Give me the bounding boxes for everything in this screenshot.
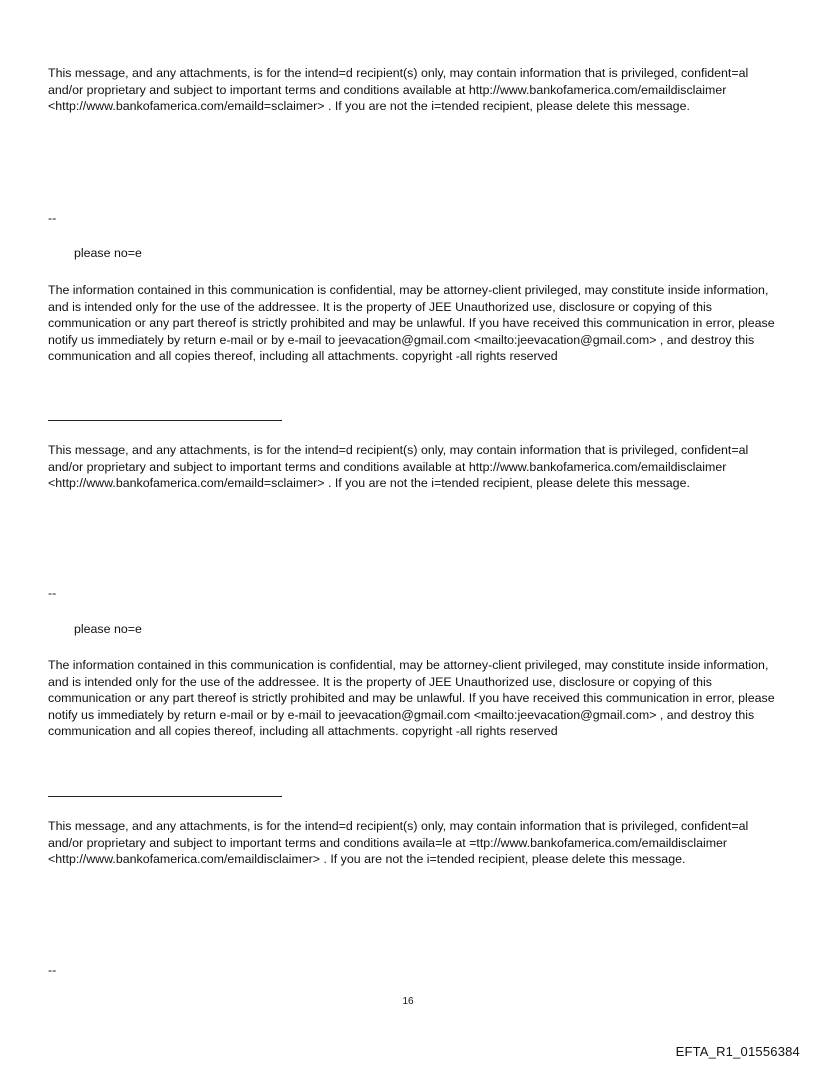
note-line-2: please no=e xyxy=(74,622,142,636)
separator-dashes-3: -- xyxy=(48,963,57,977)
separator-dashes-1: -- xyxy=(48,211,57,225)
disclaimer-paragraph-2: This message, and any attachments, is for the intend=d recipient(s) only, may contain information that is privileged, confident=al and/or proprietary and subject to important terms and conditions available at http://www.bankofamerica.com/emaildisclaimer <http://www.bankofamerica.com/emaild=sclaimer> . If you are not the i=tended recipient, please delete this message. xyxy=(48,443,749,491)
horizontal-rule-1 xyxy=(48,420,282,421)
separator-dashes-2: -- xyxy=(48,586,57,600)
page-number: 16 xyxy=(402,996,414,1007)
bates-number: EFTA_R1_01556384 xyxy=(675,1044,800,1059)
note-line-1: please no=e xyxy=(74,246,142,260)
disclaimer-paragraph-3: This message, and any attachments, is for the intend=d recipient(s) only, may contain information that is privileged, confident=al and/or proprietary and subject to important terms and conditions availa=le at =ttp://www.bankofamerica.com/emaildisclaimer <http://www.bankofamerica.com/emaildisclaimer> . If you are not the i=tended recipient, please delete this message. xyxy=(48,819,749,867)
disclaimer-paragraph-1: This message, and any attachments, is for the intend=d recipient(s) only, may contain information that is privileged, confident=al and/or proprietary and subject to important terms and conditions available at http://www.bankofamerica.com/emaildisclaimer <http://www.bankofamerica.com/emaild=sclaimer> . If you are not the i=tended recipient, please delete this message. xyxy=(48,66,749,114)
horizontal-rule-2 xyxy=(48,796,282,797)
confidentiality-paragraph-2: The information contained in this communication is confidential, may be attorney-client privileged, may constitute inside information, and is intended only for the use of the addressee. It is the property of JEE Unauthorized use, disclosure or copying of this communication or any part thereof is strictly prohibited and may be unlawful. If you have received this communication in error, please notify us immediately by return e-mail or by e-mail to jeevacation@gmail.com <mailto:jeevacation@gmail.com> , and destroy this communication and all copies thereof, including all attachments. copyright -all rights reserved xyxy=(48,658,775,739)
confidentiality-paragraph-1: The information contained in this communication is confidential, may be attorney-client privileged, may constitute inside information, and is intended only for the use of the addressee. It is the property of JEE Unauthorized use, disclosure or copying of this communication or any part thereof is strictly prohibited and may be unlawful. If you have received this communication in error, please notify us immediately by return e-mail or by e-mail to jeevacation@gmail.com <mailto:jeevacation@gmail.com> , and destroy this communication and all copies thereof, including all attachments. copyright -all rights reserved xyxy=(48,283,775,364)
